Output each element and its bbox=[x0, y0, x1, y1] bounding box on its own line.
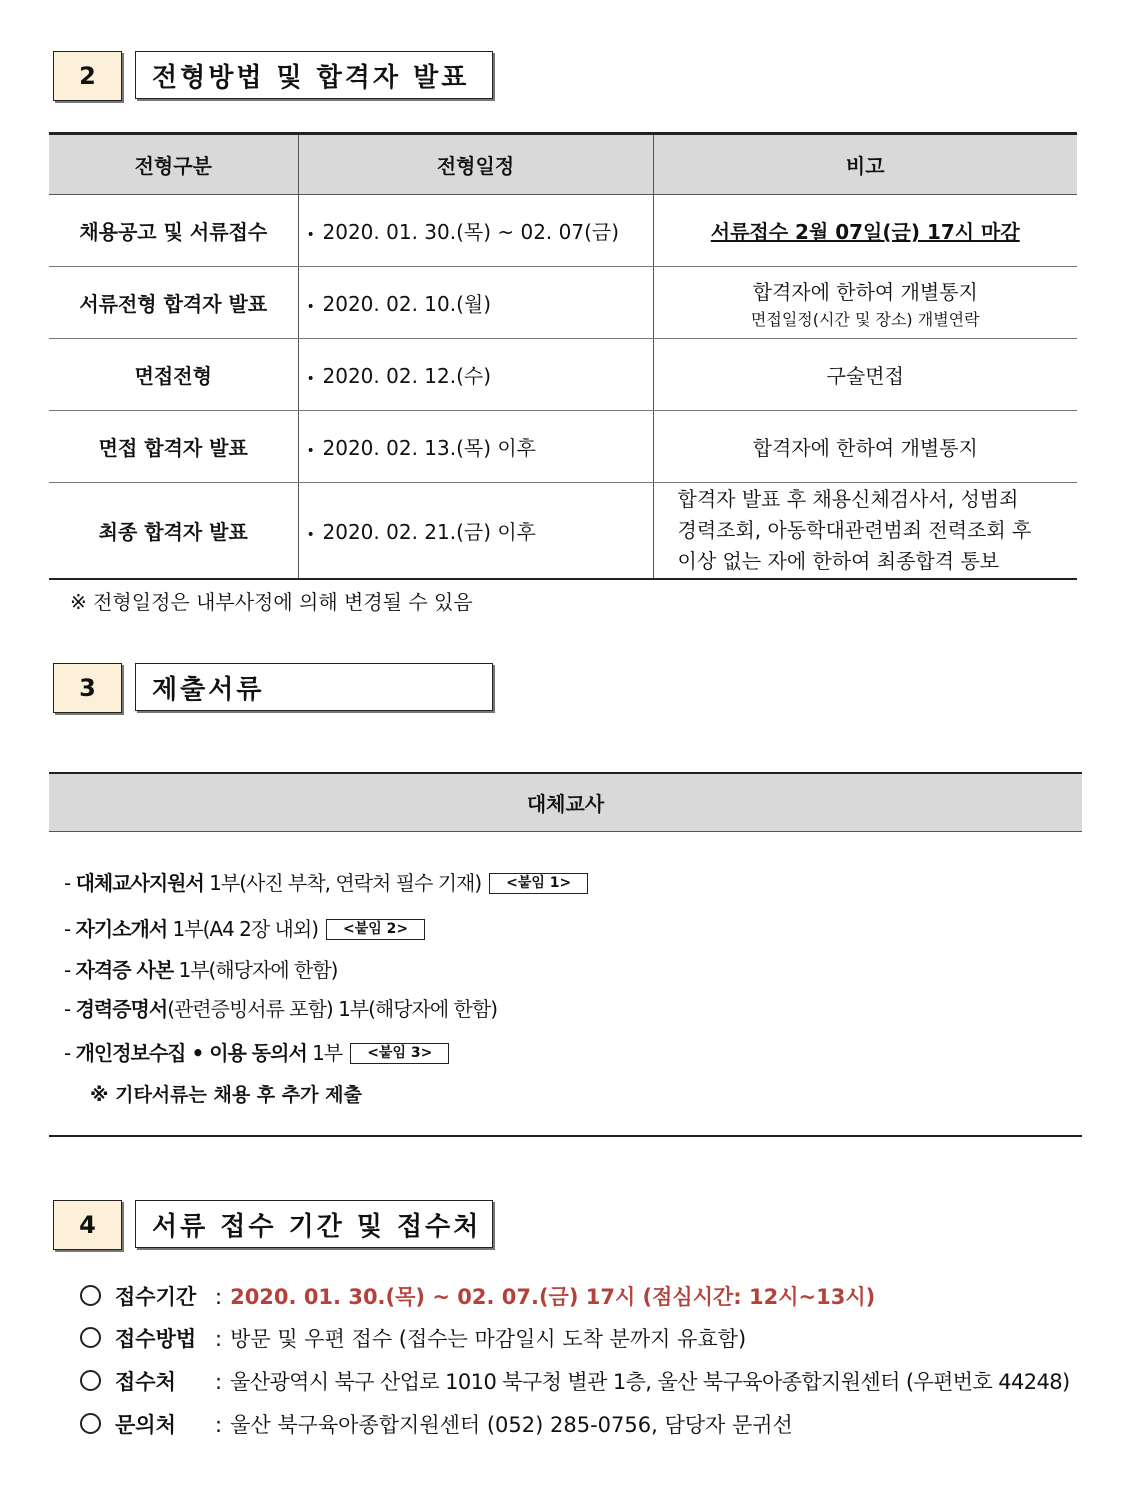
date-text: 2020. 02. 12.(수) bbox=[322, 364, 492, 388]
section-divider bbox=[49, 1135, 1082, 1137]
schedule-footnote: ※ 전형일정은 내부사정에 의해 변경될 수 있음 bbox=[70, 590, 473, 614]
info-label: 접수처 bbox=[115, 1370, 176, 1394]
info-separator: : bbox=[215, 1370, 223, 1394]
attachment-tag: <붙임 2> bbox=[326, 919, 425, 940]
additional-documents-note: ※ 기타서류는 채용 후 추가 제출 bbox=[90, 1084, 362, 1106]
circle-bullet-icon bbox=[80, 1413, 101, 1434]
info-label: 문의처 bbox=[115, 1413, 176, 1437]
document-name: 자기소개서 bbox=[75, 917, 168, 941]
info-separator: : bbox=[215, 1285, 223, 1309]
section-number: 3 bbox=[53, 663, 122, 713]
info-value: 울산광역시 북구 산업로 1010 북구청 별관 1층, 울산 북구육아종합지원센터 (우편번호 44248) bbox=[230, 1370, 1070, 1394]
stage-cell: 서류전형 합격자 발표 bbox=[49, 267, 298, 339]
date-cell bbox=[298, 195, 653, 267]
section-title: 제출서류 bbox=[135, 663, 493, 711]
table-row bbox=[49, 267, 1077, 339]
section-title: 전형방법 및 합격자 발표 bbox=[135, 51, 493, 99]
documents-category-bar: 대체교사 bbox=[49, 772, 1082, 832]
info-row-period bbox=[80, 1282, 875, 1312]
note-text: 합격자에 한하여 개별통지 bbox=[752, 436, 978, 460]
stage-cell: 채용공고 및 서류접수 bbox=[49, 195, 298, 267]
column-header: 전형구분 bbox=[49, 134, 298, 195]
section-2-header bbox=[53, 51, 496, 103]
stage-cell: 최종 합격자 발표 bbox=[49, 483, 298, 580]
list-dash: - bbox=[64, 871, 76, 895]
note-cell bbox=[653, 483, 1077, 580]
document-name: 개인정보수집 • 이용 동의서 bbox=[75, 1041, 307, 1065]
info-label: 접수기간 bbox=[115, 1285, 197, 1309]
table-row bbox=[49, 411, 1077, 483]
note-cell bbox=[653, 411, 1077, 483]
column-header: 비고 bbox=[653, 134, 1077, 195]
section-number: 2 bbox=[53, 51, 122, 101]
schedule-table bbox=[49, 132, 1077, 580]
document-name: 대체교사지원서 bbox=[75, 871, 204, 895]
circle-bullet-icon bbox=[80, 1285, 101, 1306]
list-item bbox=[64, 1037, 449, 1066]
list-item bbox=[64, 913, 425, 942]
list-item bbox=[64, 993, 497, 1022]
note-line: 이상 없는 자에 한하여 최종합격 통보 bbox=[677, 549, 1000, 573]
document-detail: 1부 bbox=[306, 1041, 343, 1065]
date-cell bbox=[298, 411, 653, 483]
table-row bbox=[49, 195, 1077, 267]
note-subtext: 면접일정(시간 및 장소) 개별연락 bbox=[750, 309, 980, 329]
attachment-tag: <붙임 1> bbox=[489, 873, 588, 894]
bullet: • bbox=[306, 299, 315, 315]
document-name: 자격증 사본 bbox=[75, 958, 174, 982]
deadline-note: 서류접수 2월 07일(금) 17시 마감 bbox=[710, 220, 1020, 244]
circle-bullet-icon bbox=[80, 1370, 101, 1391]
list-dash: - bbox=[64, 1041, 76, 1065]
note-text: 구술면접 bbox=[826, 364, 904, 388]
circle-bullet-icon bbox=[80, 1327, 101, 1348]
note-cell bbox=[653, 267, 1077, 339]
section-title: 서류 접수 기간 및 접수처 bbox=[135, 1200, 493, 1248]
info-label: 접수방법 bbox=[115, 1327, 197, 1351]
stage-cell: 면접전형 bbox=[49, 339, 298, 411]
info-separator: : bbox=[215, 1327, 223, 1351]
attachment-tag: <붙임 3> bbox=[350, 1043, 449, 1064]
date-text: 2020. 02. 21.(금) 이후 bbox=[322, 520, 537, 544]
info-row-method bbox=[80, 1324, 746, 1354]
date-cell bbox=[298, 483, 653, 580]
info-row-place bbox=[80, 1367, 1070, 1397]
document-detail: (관련증빙서류 포함) 1부(해당자에 한함) bbox=[167, 997, 497, 1021]
list-dash: - bbox=[64, 997, 76, 1021]
section-4-header bbox=[53, 1200, 496, 1252]
document-detail: 1부(A4 2장 내외) bbox=[167, 917, 319, 941]
stage-cell: 면접 합격자 발표 bbox=[49, 411, 298, 483]
bullet: • bbox=[306, 371, 315, 387]
bullet: • bbox=[306, 527, 315, 543]
date-text: 2020. 02. 10.(월) bbox=[322, 292, 492, 316]
info-value: 2020. 01. 30.(목) ~ 02. 07.(금) 17시 (점심시간: 12시~13시) bbox=[230, 1285, 876, 1309]
list-dash: - bbox=[64, 958, 76, 982]
table-header-row bbox=[49, 134, 1077, 195]
date-cell bbox=[298, 339, 653, 411]
table-row bbox=[49, 339, 1077, 411]
note-cell bbox=[653, 195, 1077, 267]
note-line: 경력조회, 아동학대관련범죄 전력조회 후 bbox=[677, 518, 1032, 542]
date-text: 2020. 01. 30.(목) ~ 02. 07(금) bbox=[322, 220, 620, 244]
info-row-contact bbox=[80, 1410, 793, 1440]
info-value: 울산 북구육아종합지원센터 (052) 285-0756, 담당자 문귀선 bbox=[230, 1413, 793, 1437]
section-number: 4 bbox=[53, 1200, 122, 1250]
bullet: • bbox=[306, 443, 315, 459]
note-text: 합격자에 한하여 개별통지 bbox=[752, 279, 978, 304]
info-separator: : bbox=[215, 1413, 223, 1437]
note-cell bbox=[653, 339, 1077, 411]
note-line: 합격자 발표 후 채용신체검사서, 성범죄 bbox=[677, 487, 1019, 511]
document-detail: 1부(해당자에 한함) bbox=[173, 958, 338, 982]
date-cell bbox=[298, 267, 653, 339]
bullet: • bbox=[306, 227, 315, 243]
info-value: 방문 및 우편 접수 (접수는 마감일시 도착 분까지 유효함) bbox=[230, 1327, 747, 1351]
document-detail: 1부(사진 부착, 연락처 필수 기재) bbox=[203, 871, 482, 895]
column-header: 전형일정 bbox=[298, 134, 653, 195]
section-3-header bbox=[53, 663, 496, 715]
document-name: 경력증명서 bbox=[75, 997, 168, 1021]
date-text: 2020. 02. 13.(목) 이후 bbox=[322, 436, 537, 460]
list-item bbox=[64, 867, 588, 896]
list-item bbox=[64, 954, 337, 983]
table-row bbox=[49, 483, 1077, 580]
list-dash: - bbox=[64, 917, 76, 941]
